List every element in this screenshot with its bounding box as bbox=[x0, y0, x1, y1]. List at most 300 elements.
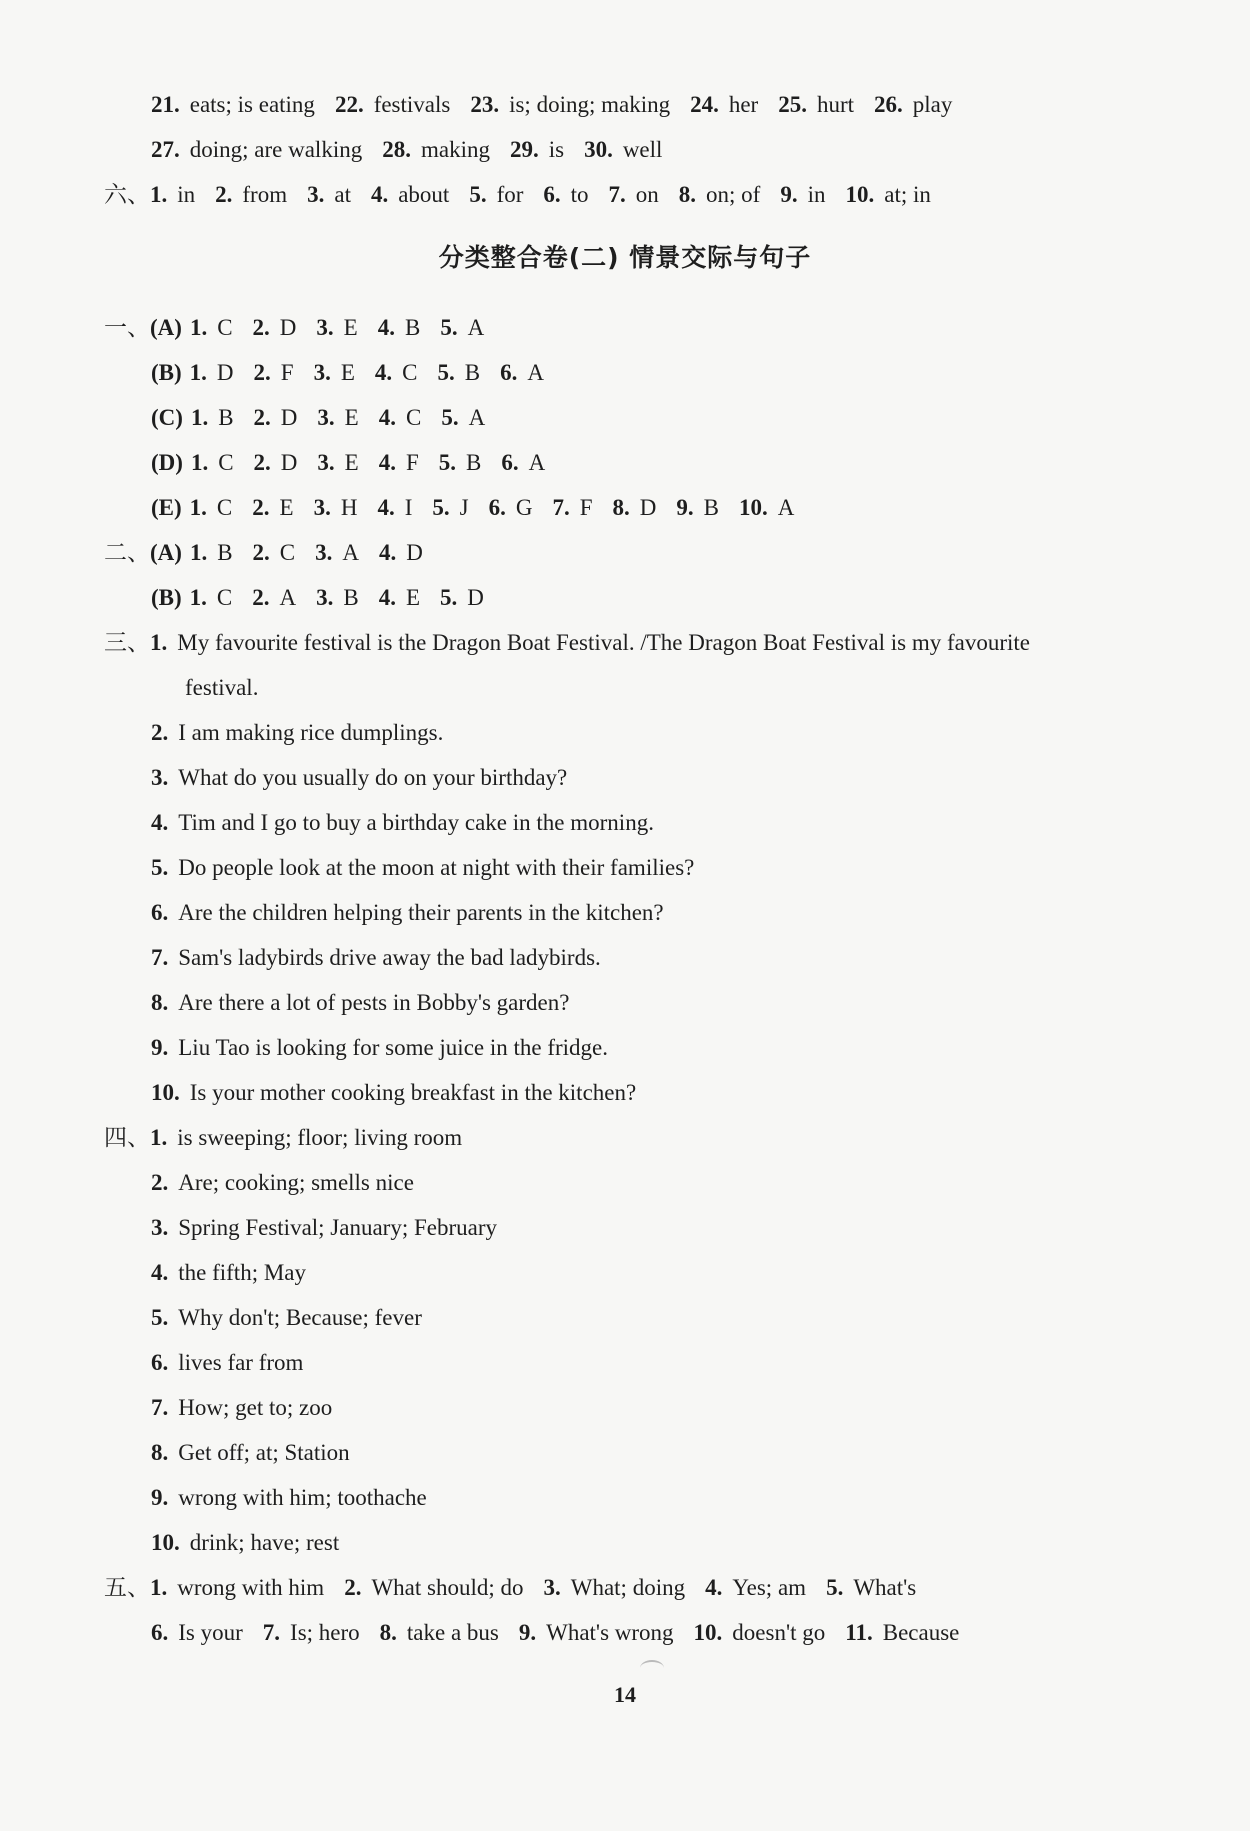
answer-text: I bbox=[404, 495, 413, 520]
answer-text: A bbox=[279, 585, 297, 610]
question-number: 24. bbox=[690, 92, 719, 117]
question-number: 1. bbox=[190, 450, 209, 475]
answer-item bbox=[544, 1575, 686, 1600]
answer-text: take a bus bbox=[406, 1620, 499, 1645]
question-number: 3. bbox=[151, 765, 169, 790]
question-number: 9. bbox=[518, 1620, 537, 1645]
answer-text: Liu Tao is looking for some juice in the fridge. bbox=[178, 1035, 609, 1060]
question-number: 1. bbox=[150, 630, 168, 655]
answer-item bbox=[778, 92, 854, 117]
answer-text: doing; are walking bbox=[189, 137, 363, 162]
question-number: 7. bbox=[151, 1395, 169, 1420]
answer-line bbox=[151, 941, 621, 975]
question-number: 9. bbox=[151, 1035, 169, 1060]
answer-item bbox=[379, 450, 419, 475]
answer-text: D bbox=[639, 495, 657, 520]
answer-item bbox=[151, 720, 443, 745]
answer-item bbox=[501, 450, 545, 475]
answer-line bbox=[151, 851, 714, 885]
answer-line bbox=[151, 1301, 442, 1335]
answer-item bbox=[780, 182, 825, 207]
answer-item bbox=[613, 495, 657, 520]
answer-text: about bbox=[398, 182, 450, 207]
answer-text: C bbox=[216, 495, 233, 520]
question-number: 5. bbox=[469, 182, 487, 207]
answer-item bbox=[826, 1575, 916, 1600]
question-number: 6. bbox=[151, 900, 169, 925]
answer-text: Sam's ladybirds drive away the bad ladybirds. bbox=[178, 945, 601, 970]
part-label: (B) bbox=[151, 585, 182, 610]
answer-item bbox=[440, 585, 484, 610]
answer-line bbox=[151, 446, 565, 480]
answer-text: C bbox=[279, 540, 296, 565]
question-number: 3. bbox=[316, 315, 334, 340]
answer-item bbox=[151, 1485, 427, 1510]
answer-text: wrong with him; toothache bbox=[178, 1485, 427, 1510]
question-number: 5. bbox=[151, 1305, 169, 1330]
question-number: 3. bbox=[313, 360, 331, 385]
answer-item bbox=[307, 182, 351, 207]
answer-item bbox=[253, 540, 296, 565]
answer-item bbox=[609, 182, 659, 207]
answer-item bbox=[438, 360, 481, 385]
answer-text: play bbox=[912, 92, 953, 117]
answer-item bbox=[151, 1395, 332, 1420]
section-marker: 二、 bbox=[104, 540, 150, 565]
question-number: 4. bbox=[377, 315, 395, 340]
answer-text: on; of bbox=[706, 182, 761, 207]
answer-item bbox=[151, 1260, 306, 1285]
question-number: 1. bbox=[190, 405, 209, 430]
answer-text: E bbox=[340, 360, 355, 385]
question-number: 2. bbox=[252, 315, 270, 340]
answer-item bbox=[705, 1575, 806, 1600]
answer-line bbox=[151, 761, 587, 795]
answer-text: D bbox=[467, 585, 484, 610]
answer-text: Are; cooking; smells nice bbox=[178, 1170, 414, 1195]
answer-line bbox=[151, 356, 564, 390]
answer-item bbox=[676, 495, 719, 520]
answer-text: B bbox=[404, 315, 421, 340]
answer-line bbox=[151, 896, 684, 930]
section-marker: 五、 bbox=[104, 1575, 150, 1600]
answer-text: Get off; at; Station bbox=[178, 1440, 350, 1465]
answer-item bbox=[500, 360, 544, 385]
answer-text: H bbox=[340, 495, 358, 520]
answer-item bbox=[379, 540, 423, 565]
answer-item bbox=[379, 585, 420, 610]
answer-text: the fifth; May bbox=[178, 1260, 306, 1285]
answer-line bbox=[151, 491, 814, 525]
question-number: 10. bbox=[151, 1530, 180, 1555]
answer-item bbox=[375, 360, 418, 385]
answer-text: What should; do bbox=[371, 1575, 524, 1600]
answer-text: A bbox=[777, 495, 795, 520]
question-number: 26. bbox=[874, 92, 903, 117]
question-number: 3. bbox=[316, 585, 334, 610]
answer-item bbox=[584, 137, 662, 162]
answer-line bbox=[104, 311, 504, 345]
question-number: 2. bbox=[252, 540, 270, 565]
question-number: 4. bbox=[374, 360, 393, 385]
answer-text: Yes; am bbox=[732, 1575, 807, 1600]
answer-item bbox=[317, 405, 358, 430]
question-number: 11. bbox=[845, 1620, 873, 1645]
answer-text: G bbox=[515, 495, 533, 520]
question-number: 3. bbox=[151, 1215, 169, 1240]
answer-line bbox=[151, 1166, 434, 1200]
answer-item bbox=[314, 360, 355, 385]
answer-item bbox=[510, 137, 564, 162]
question-number: 5. bbox=[441, 405, 459, 430]
answer-item bbox=[151, 1215, 497, 1240]
answer-item bbox=[252, 495, 293, 520]
question-number: 2. bbox=[252, 495, 270, 520]
answer-item bbox=[846, 182, 931, 207]
question-number: 1. bbox=[189, 495, 207, 520]
answer-item bbox=[315, 540, 359, 565]
answer-item bbox=[151, 900, 664, 925]
answer-line bbox=[151, 986, 589, 1020]
question-number: 8. bbox=[612, 495, 630, 520]
question-number: 1. bbox=[150, 1125, 168, 1150]
answer-text: hurt bbox=[816, 92, 855, 117]
question-number: 3. bbox=[543, 1575, 561, 1600]
answer-item bbox=[317, 450, 358, 475]
question-number: 5. bbox=[440, 315, 458, 340]
answer-item bbox=[190, 585, 233, 610]
answer-text: I am making rice dumplings. bbox=[178, 720, 444, 745]
question-number: 1. bbox=[150, 1575, 168, 1600]
question-number: 8. bbox=[678, 182, 697, 207]
answer-text: is sweeping; floor; living room bbox=[177, 1125, 463, 1150]
question-number: 4. bbox=[377, 495, 395, 520]
question-number: 2. bbox=[253, 360, 271, 385]
section-title: 分类整合卷(二) 情景交际与句子 bbox=[438, 243, 812, 272]
answer-text: Why don't; Because; fever bbox=[178, 1305, 422, 1330]
question-number: 3. bbox=[307, 182, 325, 207]
answer-line bbox=[151, 1526, 359, 1560]
part-label: (A) bbox=[150, 315, 182, 340]
answer-item bbox=[190, 315, 233, 340]
answer-item bbox=[263, 1620, 360, 1645]
question-number: 5. bbox=[438, 450, 457, 475]
answer-text: B bbox=[464, 360, 481, 385]
answer-item bbox=[378, 315, 421, 340]
question-number: 5. bbox=[826, 1575, 844, 1600]
question-number: 4. bbox=[151, 810, 169, 835]
answer-item bbox=[441, 405, 485, 430]
answer-item bbox=[470, 92, 670, 117]
answer-item bbox=[519, 1620, 674, 1645]
question-number: 2. bbox=[253, 450, 271, 475]
answer-text: E bbox=[343, 315, 358, 340]
question-number: 4. bbox=[378, 585, 396, 610]
answer-text: B bbox=[343, 585, 359, 610]
section-marker: 六、 bbox=[104, 182, 150, 207]
answer-item bbox=[190, 360, 234, 385]
answer-item bbox=[489, 495, 533, 520]
answer-item bbox=[335, 92, 450, 117]
answer-text: Are the children helping their parents in the kitchen? bbox=[178, 900, 664, 925]
answer-item bbox=[739, 495, 794, 520]
question-number: 21. bbox=[151, 92, 180, 117]
page-number-ornament bbox=[640, 1660, 664, 1676]
answer-item bbox=[371, 182, 449, 207]
answer-item bbox=[382, 137, 490, 162]
answer-text: wrong with him bbox=[177, 1575, 325, 1600]
answer-item bbox=[151, 1350, 303, 1375]
answer-text: D bbox=[280, 405, 298, 430]
question-number: 10. bbox=[693, 1620, 723, 1645]
part-label: (D) bbox=[151, 450, 183, 475]
answer-item bbox=[190, 540, 233, 565]
part-label: (C) bbox=[151, 405, 183, 430]
answer-line bbox=[151, 1391, 352, 1425]
answer-item bbox=[151, 1530, 339, 1555]
answer-item bbox=[690, 92, 758, 117]
answer-line bbox=[151, 1436, 370, 1470]
answer-line bbox=[104, 1571, 936, 1605]
answer-item bbox=[191, 405, 234, 430]
answer-text: A bbox=[467, 315, 485, 340]
answer-item bbox=[316, 585, 359, 610]
answer-text: Spring Festival; January; February bbox=[178, 1215, 498, 1240]
part-label: (B) bbox=[151, 360, 182, 385]
question-number: 4. bbox=[705, 1575, 723, 1600]
answer-item bbox=[151, 137, 362, 162]
answer-item bbox=[151, 855, 694, 880]
answer-text: making bbox=[420, 137, 490, 162]
answer-line bbox=[151, 1211, 517, 1245]
question-number: 7. bbox=[151, 945, 169, 970]
answer-text: F bbox=[405, 450, 419, 475]
answer-text: A bbox=[527, 360, 544, 385]
answer-item bbox=[151, 1305, 422, 1330]
answer-item bbox=[439, 450, 482, 475]
question-number: 1. bbox=[150, 182, 168, 207]
question-number: 6. bbox=[500, 360, 518, 385]
answer-item bbox=[440, 315, 484, 340]
question-number: 8. bbox=[151, 1440, 169, 1465]
answer-text: E bbox=[344, 450, 359, 475]
answer-item bbox=[694, 1620, 826, 1645]
answer-text: F bbox=[579, 495, 593, 520]
answer-item bbox=[379, 405, 422, 430]
answer-item bbox=[151, 810, 654, 835]
answer-text: E bbox=[279, 495, 294, 520]
question-number: 5. bbox=[151, 855, 169, 880]
question-number: 25. bbox=[778, 92, 807, 117]
answer-line bbox=[104, 536, 443, 570]
question-number: 2. bbox=[215, 182, 233, 207]
answer-item bbox=[151, 1080, 636, 1105]
answer-item bbox=[151, 945, 601, 970]
question-number: 2. bbox=[344, 1575, 362, 1600]
answer-text: Are there a lot of pests in Bobby's garden? bbox=[178, 990, 570, 1015]
answer-item bbox=[543, 182, 588, 207]
answer-item bbox=[874, 92, 952, 117]
answer-text: J bbox=[459, 495, 469, 520]
answer-item bbox=[254, 405, 298, 430]
answer-item bbox=[254, 450, 298, 475]
question-number: 7. bbox=[608, 182, 626, 207]
answer-item bbox=[552, 495, 592, 520]
answer-item bbox=[377, 495, 412, 520]
answer-text: D bbox=[280, 450, 298, 475]
answer-text: C bbox=[402, 360, 418, 385]
question-number: 29. bbox=[509, 137, 539, 162]
answer-text: Is your bbox=[178, 1620, 243, 1645]
answer-line bbox=[151, 133, 682, 167]
answer-item bbox=[150, 182, 195, 207]
question-number: 4. bbox=[151, 1260, 169, 1285]
answer-text: B bbox=[217, 540, 233, 565]
question-number: 1. bbox=[189, 585, 207, 610]
answer-item bbox=[191, 450, 234, 475]
question-number: 10. bbox=[151, 1080, 180, 1105]
question-number: 4. bbox=[370, 182, 389, 207]
answer-item bbox=[679, 182, 761, 207]
answer-item bbox=[316, 315, 357, 340]
answer-text: at bbox=[334, 182, 351, 207]
answer-line bbox=[151, 401, 505, 435]
answer-text: C bbox=[218, 450, 234, 475]
answer-text: Is; hero bbox=[290, 1620, 360, 1645]
part-label: (A) bbox=[150, 540, 182, 565]
section-marker: 四、 bbox=[104, 1125, 150, 1150]
answer-text: E bbox=[405, 585, 421, 610]
question-number: 9. bbox=[780, 182, 798, 207]
answer-item bbox=[151, 1440, 350, 1465]
answer-text: drink; have; rest bbox=[189, 1530, 340, 1555]
question-number: 5. bbox=[440, 585, 458, 610]
answer-text: What; doing bbox=[570, 1575, 686, 1600]
question-number: 2. bbox=[151, 1170, 169, 1195]
answer-text: eats; is eating bbox=[189, 92, 315, 117]
answer-line bbox=[151, 1481, 447, 1515]
answer-line bbox=[104, 1121, 482, 1155]
answer-text: at; in bbox=[884, 182, 931, 207]
question-number: 3. bbox=[313, 495, 331, 520]
question-number: 22. bbox=[334, 92, 364, 117]
question-number: 6. bbox=[488, 495, 506, 520]
question-number: 28. bbox=[382, 137, 411, 162]
answer-item bbox=[151, 990, 569, 1015]
answer-text: What do you usually do on your birthday? bbox=[178, 765, 568, 790]
page-number: 14 bbox=[614, 1682, 636, 1707]
question-number: 2. bbox=[151, 720, 169, 745]
question-number: 8. bbox=[151, 990, 169, 1015]
answer-item bbox=[215, 182, 287, 207]
answer-item bbox=[150, 1125, 462, 1150]
question-number: 8. bbox=[379, 1620, 397, 1645]
answer-item bbox=[151, 1170, 414, 1195]
answer-text: well bbox=[622, 137, 663, 162]
answer-line bbox=[151, 581, 504, 615]
answer-item bbox=[150, 1575, 324, 1600]
answer-text: her bbox=[728, 92, 759, 117]
answer-line bbox=[151, 1256, 326, 1290]
question-number: 3. bbox=[315, 540, 333, 565]
answer-text: C bbox=[405, 405, 422, 430]
answer-text: on bbox=[635, 182, 659, 207]
answer-text: B bbox=[218, 405, 234, 430]
question-number: 6. bbox=[151, 1620, 169, 1645]
answer-text: D bbox=[216, 360, 234, 385]
answer-text: Tim and I go to buy a birthday cake in the morning. bbox=[178, 810, 654, 835]
question-number: 3. bbox=[317, 405, 335, 430]
answer-text: E bbox=[344, 405, 359, 430]
question-number: 10. bbox=[845, 182, 875, 207]
answer-item bbox=[344, 1575, 523, 1600]
answer-text: D bbox=[406, 540, 423, 565]
answer-text: from bbox=[242, 182, 288, 207]
answer-text: festival. bbox=[185, 675, 259, 700]
section-marker: 一、 bbox=[104, 315, 150, 340]
question-number: 1. bbox=[189, 315, 208, 340]
answer-text: How; get to; zoo bbox=[178, 1395, 333, 1420]
question-number: 4. bbox=[378, 405, 396, 430]
answer-text: doesn't go bbox=[732, 1620, 826, 1645]
answer-line bbox=[104, 626, 1050, 660]
answer-line bbox=[185, 671, 278, 705]
answer-item bbox=[150, 630, 1030, 655]
answer-item bbox=[380, 1620, 499, 1645]
question-number: 5. bbox=[432, 495, 450, 520]
answer-text: festivals bbox=[373, 92, 451, 117]
answer-text: is bbox=[548, 137, 565, 162]
answer-item bbox=[151, 1035, 608, 1060]
question-number: 4. bbox=[378, 450, 396, 475]
answer-text: Is your mother cooking breakfast in the kitchen? bbox=[189, 1080, 637, 1105]
question-number: 6. bbox=[501, 450, 519, 475]
answer-line bbox=[151, 1031, 628, 1065]
answer-text: Because bbox=[882, 1620, 960, 1645]
question-number: 3. bbox=[317, 450, 335, 475]
answer-text: in bbox=[807, 182, 826, 207]
answer-item bbox=[845, 1620, 959, 1645]
answer-text: A bbox=[528, 450, 546, 475]
answer-text: for bbox=[496, 182, 524, 207]
question-number: 30. bbox=[584, 137, 613, 162]
answer-text: C bbox=[217, 315, 233, 340]
part-label: (E) bbox=[151, 495, 182, 520]
answer-text: lives far from bbox=[178, 1350, 304, 1375]
question-number: 7. bbox=[552, 495, 570, 520]
answer-item bbox=[432, 495, 468, 520]
question-number: 6. bbox=[151, 1350, 169, 1375]
question-number: 5. bbox=[437, 360, 455, 385]
answer-item bbox=[185, 675, 258, 700]
question-number: 2. bbox=[252, 585, 270, 610]
answer-item bbox=[252, 585, 296, 610]
question-number: 6. bbox=[543, 182, 561, 207]
answer-item bbox=[469, 182, 523, 207]
answer-text: My favourite festival is the Dragon Boat Festival. /The Dragon Boat Festival is my favourite bbox=[177, 630, 1030, 655]
answer-line bbox=[151, 1346, 323, 1380]
answer-item bbox=[151, 92, 315, 117]
question-number: 9. bbox=[151, 1485, 169, 1510]
answer-text: D bbox=[279, 315, 297, 340]
answer-item bbox=[190, 495, 233, 520]
question-number: 1. bbox=[189, 360, 207, 385]
question-number: 27. bbox=[151, 137, 180, 162]
answer-item bbox=[254, 360, 294, 385]
answer-text: is; doing; making bbox=[509, 92, 671, 117]
question-number: 4. bbox=[379, 540, 397, 565]
answer-text: A bbox=[468, 405, 486, 430]
